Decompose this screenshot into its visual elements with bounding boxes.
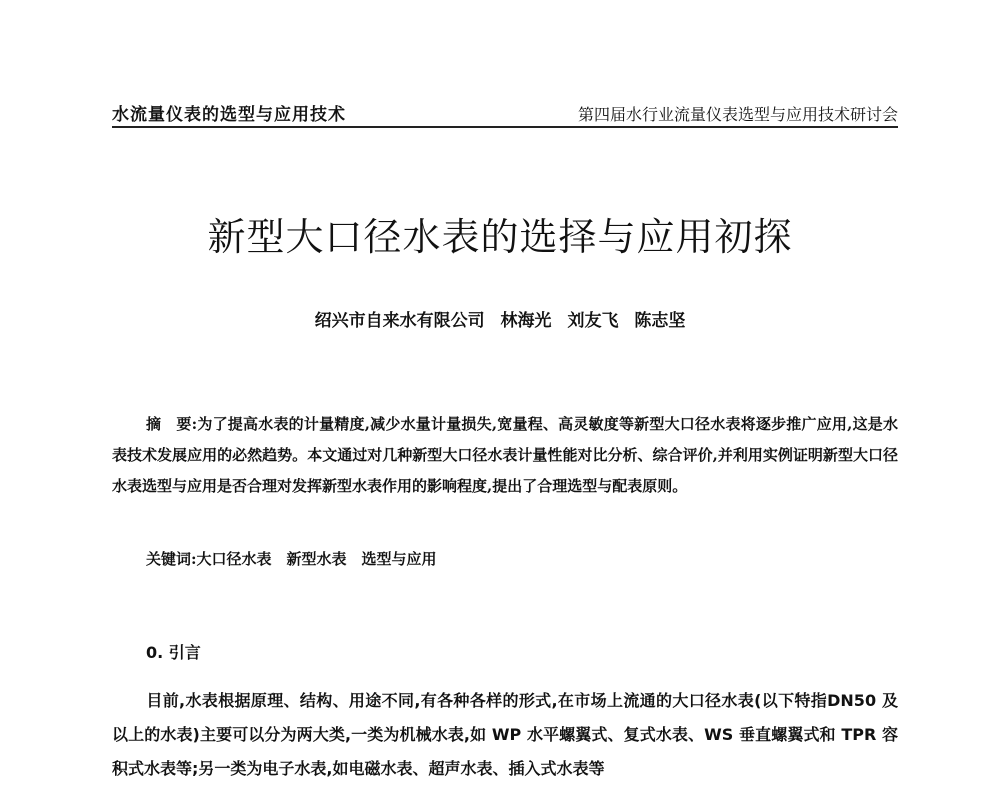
- paper-title: 新型大口径水表的选择与应用初探: [207, 215, 793, 259]
- author-name: 陈志坚: [634, 311, 686, 331]
- keywords-label: 关键词:: [146, 550, 197, 568]
- body-paragraph-text: 目前,水表根据原理、结构、用途不同,有各种各样的形式,在市场上流通的大口径水表(以下特指DN50 及以上的水表)主要可以分为两大类,一类为机械水表,如 WP 水平螺翼式、复式水表、WS 垂直螺翼式和 TPR 容积式水表等;另一类为电子水表,如电磁水表、超声水表、插入式水表等: [112, 691, 898, 778]
- abstract: [112, 409, 898, 502]
- author-line: [0, 306, 1000, 331]
- author-name: 林海光: [500, 311, 552, 331]
- body-paragraph: [112, 684, 898, 786]
- section-heading: 0. 引言: [146, 643, 201, 662]
- author-affiliation: 绍兴市自来水有限公司: [314, 311, 485, 331]
- author-name: 刘友飞: [567, 311, 619, 331]
- keywords-text: 大口径水表 新型水表 选型与应用: [196, 550, 437, 568]
- header-conference-title: 第四届水行业流量仪表选型与应用技术研讨会: [577, 105, 898, 124]
- keywords: [146, 548, 437, 569]
- abstract-label: 摘 要:: [146, 415, 198, 433]
- abstract-text: 为了提高水表的计量精度,减少水量计量损失,宽量程、高灵敏度等新型大口径水表将逐步推广应用,这是水表技术发展应用的必然趋势。本文通过对几种新型大口径水表计量性能对比分析、综合评价,并利用实例证明新型大口径水表选型与应用是否合理对发挥新型水表作用的影响程度,提出了合理选型与配表原则。: [112, 415, 898, 495]
- running-header: [112, 98, 898, 128]
- header-book-title: 水流量仪表的选型与应用技术: [112, 105, 346, 125]
